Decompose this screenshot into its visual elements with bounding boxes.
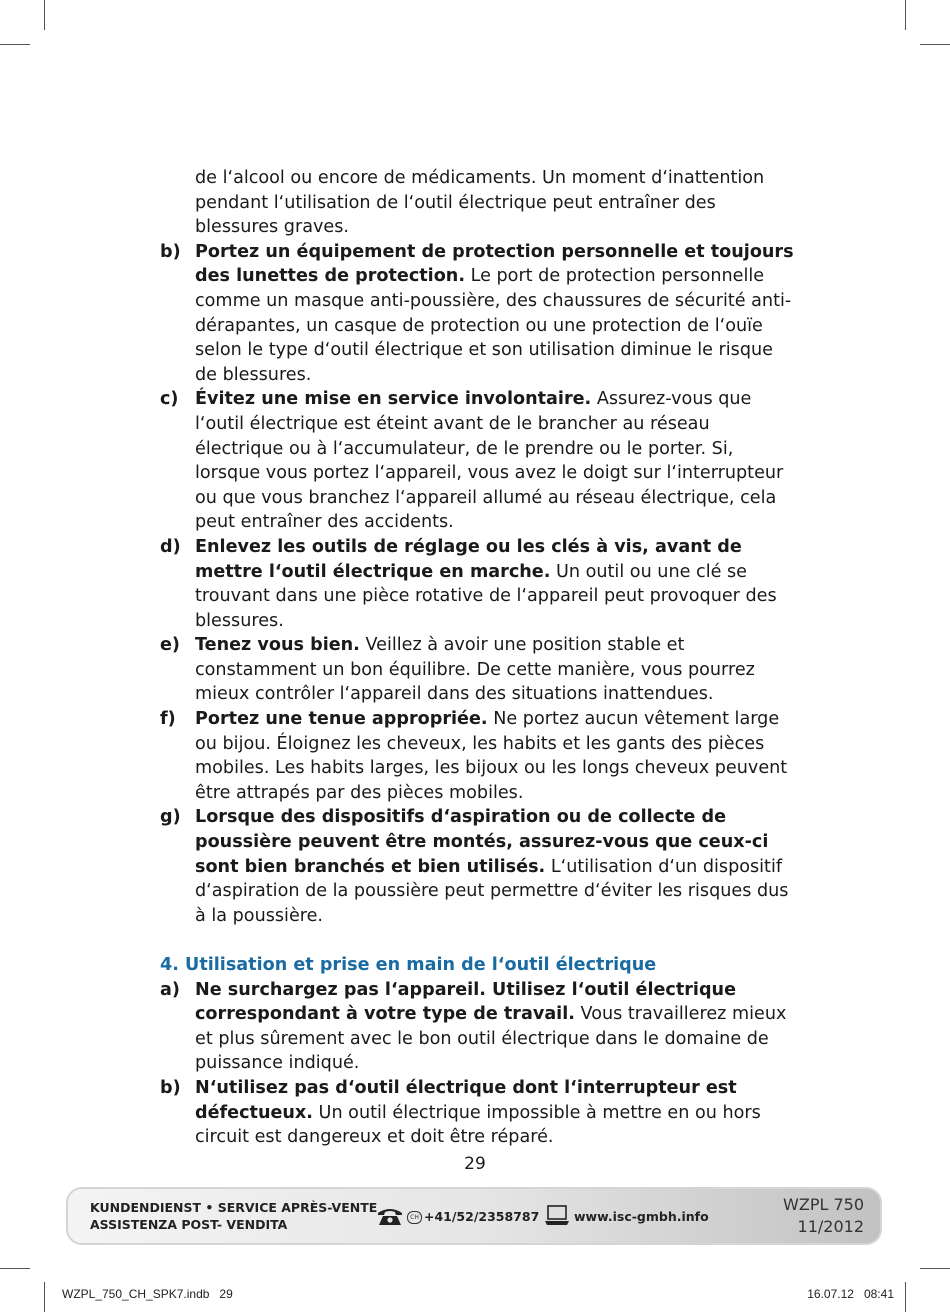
item-heading: N‘utilisez pas d‘outil électrique dont l‘interrupteur est défectueux. xyxy=(195,1077,737,1123)
crop-mark xyxy=(44,1282,45,1312)
crop-mark xyxy=(0,1268,30,1269)
section-title: 4. Utilisation et prise en main de l‘outil électrique xyxy=(160,955,657,975)
list-item xyxy=(160,240,800,388)
list-item xyxy=(160,978,800,1076)
model-info xyxy=(783,1194,864,1238)
phone-icon xyxy=(376,1206,404,1226)
website-link[interactable]: www.isc-gmbh.info xyxy=(574,1209,709,1224)
item-heading: Lorsque des dispositifs d‘aspiration ou de collecte de poussière peuvent être montés, assurez-vous que ceux-ci sont bien branchés et bien utilisés. xyxy=(195,807,769,877)
crop-mark xyxy=(44,0,45,30)
list-item xyxy=(160,535,800,633)
item-text: Assurez-vous que l‘outil électrique est éteint avant de le brancher au réseau électrique ou à l‘accumulateur, de le prendre ou le porter. Si, lorsque vous portez l‘appareil, vous avez le doigt sur l‘interrupteur ou que vous branchez l‘appareil allumé au réseau électrique, cela peut entraîner des accidents. xyxy=(195,389,784,533)
item-heading: Enlevez les outils de réglage ou les clés à vis, avant de mettre l‘outil électrique en marche. xyxy=(195,536,742,582)
country-badge: CH xyxy=(407,1211,422,1224)
item-marker: e) xyxy=(160,635,180,656)
phone-number[interactable]: +41/52/2358787 xyxy=(424,1209,540,1224)
crop-mark xyxy=(920,1268,950,1269)
service-label xyxy=(90,1199,377,1233)
crop-mark xyxy=(905,1282,906,1312)
item-marker: b) xyxy=(160,1077,181,1098)
service-footer xyxy=(66,1187,882,1245)
item-text: Un outil électrique impossible à mettre en ou hors circuit est dangereux et doit être réparé. xyxy=(195,1102,761,1148)
list-item xyxy=(160,1076,800,1150)
item-text: Un outil ou une clé se trouvant dans une pièce rotative de l‘appareil peut provoquer des blessures. xyxy=(195,561,777,631)
item-heading: Tenez vous bien. xyxy=(195,635,360,656)
page-number: 29 xyxy=(464,1154,486,1174)
item-text: L‘utilisation d‘un dispositif d‘aspiration de la poussière peut permettre d‘éviter les risques dus à la poussière. xyxy=(195,856,789,926)
laptop-icon xyxy=(545,1204,569,1226)
item-marker: f) xyxy=(160,709,176,730)
crop-mark xyxy=(920,44,950,45)
item-marker: a) xyxy=(160,979,180,1000)
crop-mark xyxy=(905,0,906,30)
item-marker: g) xyxy=(160,807,181,828)
item-text: Vous travaillerez mieux et plus sûrement avec le bon outil électrique dans le domaine de puissance indiqué. xyxy=(195,1004,787,1074)
item-heading: Portez une tenue appropriée. xyxy=(195,709,488,730)
list-item xyxy=(160,633,800,707)
print-slug-file: WZPL_750_CH_SPK7.indb 29 xyxy=(62,1287,233,1301)
intro-paragraph: de l‘alcool ou encore de médicaments. Un moment d‘inattention pendant l‘utilisation de l‘outil électrique peut entraîner des blessures graves. xyxy=(195,168,765,238)
service-line: ASSISTENZA POST- VENDITA xyxy=(90,1217,288,1232)
item-text: Le port de protection personnelle comme un masque anti-poussière, des chaussures de sécurité anti-dérapantes, un casque de protection ou une protection de l‘ouïe selon le type d‘outil électrique et son utilisation diminue le risque de blessures. xyxy=(195,266,792,385)
instruction-list xyxy=(160,978,800,1150)
page-content xyxy=(160,166,800,1150)
model-name: WZPL 750 xyxy=(783,1195,864,1214)
edition-date: 11/2012 xyxy=(797,1217,864,1236)
item-heading: Évitez une mise en service involontaire. xyxy=(195,389,592,410)
instruction-list xyxy=(160,240,800,929)
item-text: Veillez à avoir une position stable et constamment un bon équilibre. De cette manière, vous pourrez mieux contrôler l‘appareil dans des situations inattendues. xyxy=(195,635,755,705)
item-text: Ne portez aucun vêtement large ou bijou. Éloignez les cheveux, les habits et les gants des pièces mobiles. Les habits larges, les bijoux ou les longs cheveux peuvent être attrapés par des pièces mobiles. xyxy=(195,709,788,803)
item-marker: c) xyxy=(160,389,179,410)
print-slug-timestamp: 16.07.12 08:41 xyxy=(807,1287,894,1301)
list-item xyxy=(160,707,800,805)
item-marker: d) xyxy=(160,536,181,557)
service-line: KUNDENDIENST • SERVICE APRÈS-VENTE xyxy=(90,1200,378,1215)
item-marker: b) xyxy=(160,241,181,262)
list-item xyxy=(160,387,800,535)
crop-mark xyxy=(0,44,30,45)
list-item xyxy=(160,805,800,928)
item-heading: Portez un équipement de protection personnelle et toujours des lunettes de protection. xyxy=(195,241,794,287)
item-heading: Ne surchargez pas l‘appareil. Utilisez l‘outil électrique correspondant à votre type de travail. xyxy=(195,979,737,1025)
